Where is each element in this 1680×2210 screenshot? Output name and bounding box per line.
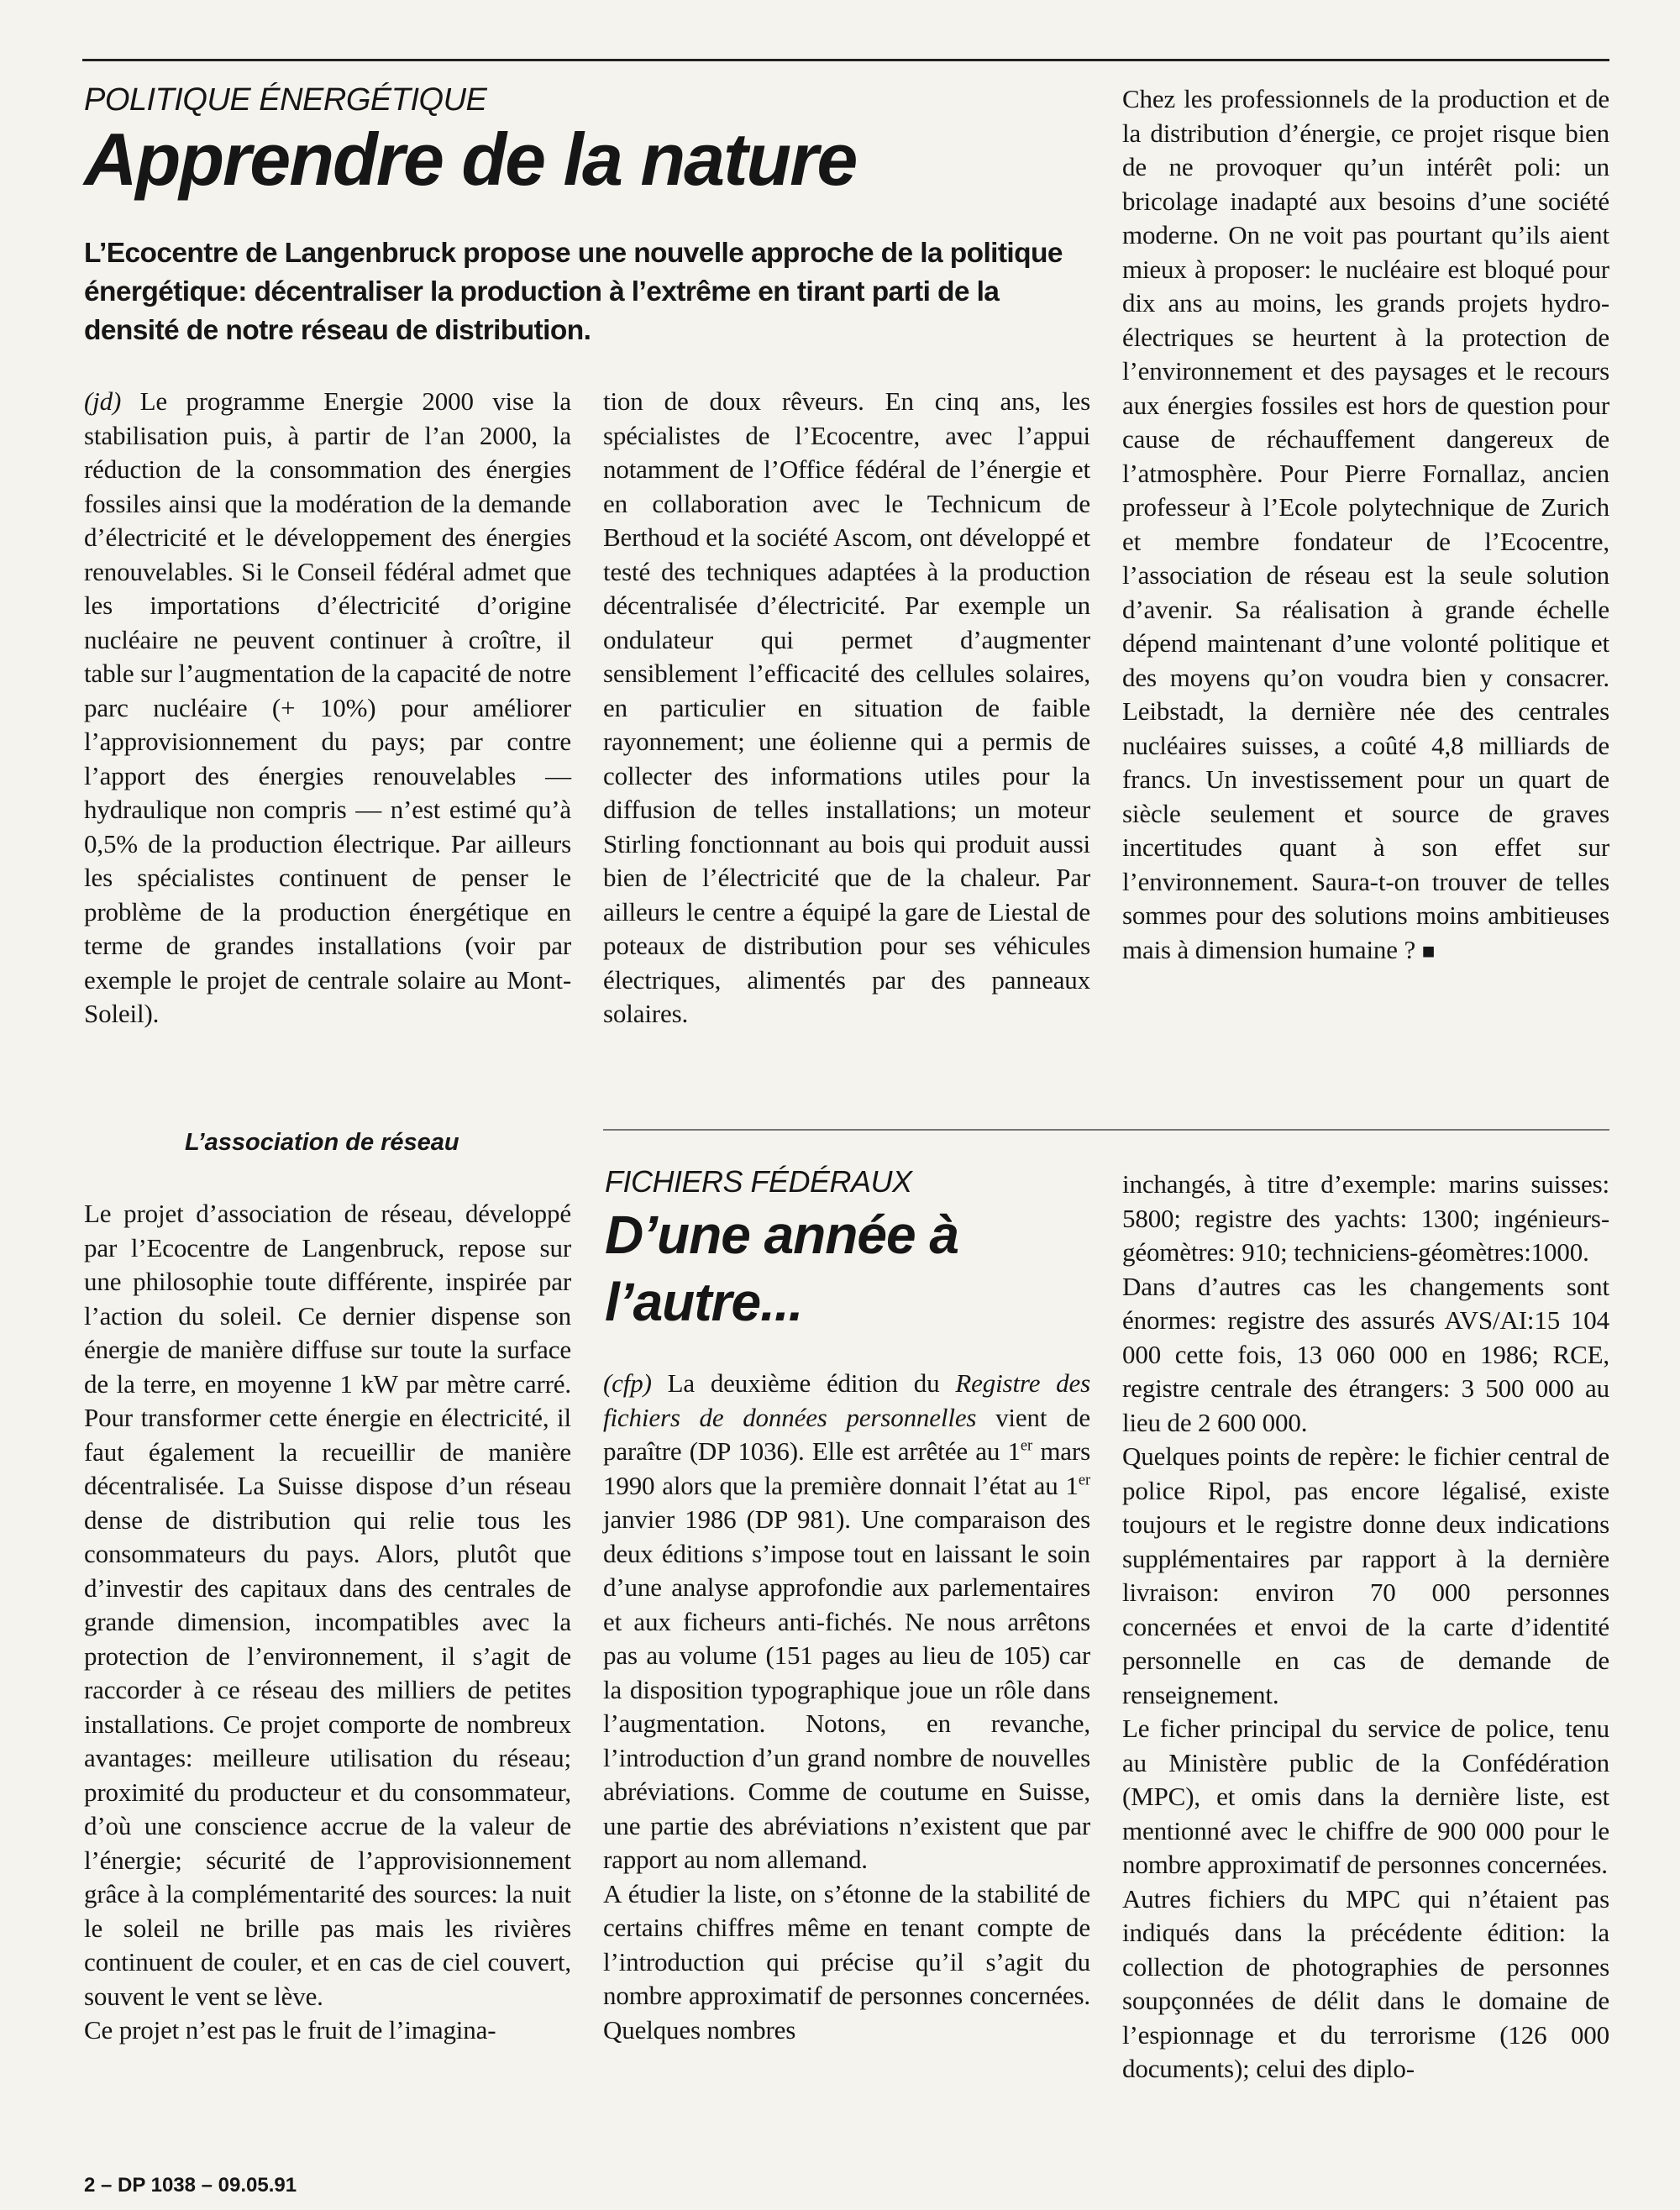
article1-col3-text: Chez les professionnels de la production et de la distribution d’énergie, ce projet risque bien de ne provoquer qu’un intérêt poli: un bricolage inadapté aux besoins d’une société moderne. On ne voit pas pourtant qu’ils aient mieux à proposer: le nucléaire est bloqué pour dix ans au moins, les grands projets hydro-électriques se heurtent à la protection de l’environnement et des paysages et le recours aux énergies fossiles est hors de question pour cause de réchauffement dangereux de l’atmosphère. Pour Pierre Fornallaz, ancien professeur à l’Ecole polytechnique de Zurich et membre fondateur de l’Ecocentre, l’association de réseau est la seule solution d’avenir. Sa réalisation à grande échelle dépend maintenant d’une volonté politique et des moyens qu’on voudra bien y consacrer. Leibstadt, la dernière née des centrales nucléaires suisses, a coûté 4,8 milliards de francs. Un investissement pour un quart de siècle seulement et source de graves incertitudes quant à son effet sur l’environnement. Saura-t-on trouver de telles sommes pour des solutions moins ambitieuses mais à dimension humaine ?	[1122, 84, 1609, 964]
article1-col2-text: tion de doux rêveurs. En cinq ans, les spécialistes de l’Ecocentre, avec l’appui notamment de l’Office fédéral de l’énergie et en collaboration avec le Technicum de Berthoud et la société Ascom, ont développé et testé des techniques adaptées à la production décentralisée d’électricité. Par exemple un ondulateur qui permet d’augmenter sensiblement l’efficacité des cellules solaires, en particulier en situation de faible rayonnement; une éolienne qui a permis de collecter des informations utiles pour la diffusion de telles installations; un moteur Stirling fonctionnant au bois qui produit aussi bien de l’électricité que de la chaleur. Par ailleurs le centre a équipé la gare de Liestal de poteaux de distribution pour ses véhicules électriques, alimentés par des panneaux solaires.	[603, 386, 1090, 1028]
article2-col3-paragraph-5: Autres fichiers du MPC qui n’étaient pas indiqués dans la précédente édition: la collection de photographies de personnes soupçonnées de délit dans le domaine de l’espionnage et du terrorisme (126 000 documents); celui des diplo-	[1122, 1883, 1609, 2083]
article1-col1-text: Le programme Energie 2000 vise la stabilisation puis, à partir de l’an 2000, la réduction de la consommation des énergies fossiles ainsi que la modération de la demande d’électricité et le développement des énergies renouvelables. Si le Conseil fédéral admet que les importations d’électricité d’origine nucléaire ne peuvent continuer à croître, il table sur l’augmentation de la capacité de notre parc nucléaire (+ 10%) pour améliorer l’approvisionnement du pays; par contre l’apport des énergies renouvelables — hydraulique non compris — n’est estimé qu’à 0,5% de la production électrique. Par ailleurs les spécialistes continuent de penser le problème de la production énergétique en terme de grandes installations (voir par exemple le projet de centrale solaire au Mont-Soleil).	[84, 386, 571, 1028]
article2-p1-part-a: La deuxième édition du	[667, 1368, 940, 1398]
article1-section2-continued: Ce projet n’est pas le fruit de l’imagina-	[84, 2015, 496, 2045]
article2-column-3	[1122, 1168, 1609, 2087]
article2-author-initials: (cfp)	[603, 1368, 652, 1398]
top-rule	[82, 59, 1609, 61]
article1-intro-paragraph	[84, 385, 571, 1032]
article2-col3-paragraph-2: Dans d’autres cas les changements sont énormes: registre des assurés AVS/AI:15 104 000 cette fois, 13 060 000 en 1986; RCE, registre centrale des étrangers: 3 500 000 au lieu de 2 600 000.	[1122, 1271, 1609, 1437]
article2-paragraph-2: A étudier la liste, on s’étonne de la stabilité de certains chiffres même en tenant compte de l’introduction qui précise qu’il s’agit du nombre approximatif de personnes concernées. Quelques nombres	[603, 1878, 1090, 2045]
article1-column-2	[603, 385, 1090, 1032]
article2-kicker: FICHIERS FÉDÉRAUX	[605, 1164, 912, 1199]
article1-section2-paragraph: Le projet d’association de réseau, développé par l’Ecocentre de Langenbruck, repose sur une philosophie toute différente, inspirée par l’action du soleil. Ce dernier dispense son énergie de manière diffuse sur toute la surface de la terre, en moyenne 1 kW par mètre carré. Pour transformer cette énergie en électricité, il faut également la recueillir de manière décentralisée. La Suisse dispose d’un réseau dense de distribution qui relie tous les consommateurs du pays. Alors, plutôt que d’investir des capitaux dans des centrales de grande dimension, incompatibles avec la protection de l’environnement, il s’agit de raccorder à ce réseau des milliers de petites installations. Ce projet comporte de nombreux avantages: meilleure utilisation du réseau; proximité du producteur et du consommateur, d’où une conscience accrue de la valeur de l’énergie; sécurité de l’approvisionnement grâce à la complémentarité des sources: la nuit le soleil ne brille pas mais les rivières continuent de couler, et en cas de ciel couvert, souvent le vent se lève.	[84, 1199, 571, 2011]
article2-title-line-1: D’une année à	[605, 1205, 958, 1265]
article2-p1-part-d: janvier 1986 (DP 981). Une comparaison des deux éditions s’impose tout en laissant le soin d’une analyse approfondie aux parlementaires et aux ficheurs anti-fichés. Ne nous arrêtons pas au volume (151 pages au lieu de 105) car la disposition typographique joue un rôle dans l’augmentation. Notons, en revanche, l’introduction d’un grand nombre de nouvelles abréviations. Comme de coutume en Suisse, une partie des abréviations n’existent que par rapport au nom allemand.	[603, 1504, 1090, 1874]
article1-lead: L’Ecocentre de Langenbruck propose une nouvelle approche de la politique énergétique: décentraliser la production à l’extrême en tirant parti de la densité de notre réseau de distribution.	[84, 238, 1063, 346]
article2-col3-paragraph-1: inchangés, à titre d’exemple: marins suisses: 5800; registre des yachts: 1300; ingénieurs-géomètres: 910; techniciens-géomètres:1000.	[1122, 1169, 1609, 1267]
article2-intro-paragraph	[603, 1367, 1090, 1877]
article1-section2-column	[84, 1197, 571, 2048]
page-footer: 2 – DP 1038 – 09.05.91	[84, 2174, 297, 2197]
article1-column-3	[1122, 82, 1609, 969]
article2-date2-sup: er	[1078, 1471, 1090, 1489]
article1-subhead: L’association de réseau	[185, 1129, 459, 1156]
section-divider-rule	[603, 1129, 1609, 1131]
article2-title	[605, 1201, 958, 1336]
article2-registry-title: Registre des fichiers de données personnelles	[603, 1368, 1090, 1432]
article2-col3-paragraph-3: Quelques points de repère: le fichier central de police Ripol, pas encore légalisé, existe toujours et le registre donne deux indications supplémentaires par rapport à la dernière livraison: environ 70 000 personnes concernées et envoi de la carte d’identité personnelle en cas de demande de renseignement.	[1122, 1441, 1609, 1709]
article1-col3-paragraph	[1122, 82, 1609, 969]
article2-p1-part-b: vient de paraître (DP 1036). Elle est arrêtée au	[603, 1402, 1090, 1466]
article2-title-line-2: l’autre...	[605, 1272, 803, 1332]
article2-column-2	[603, 1367, 1090, 2047]
article2-col3-paragraph-4: Le ficher principal du service de police, tenu au Ministère public de la Confédération (MPC), et omis dans la dernière liste, est mentionné avec le chiffre de 900 000 pour le nombre approximatif de personnes concernées.	[1122, 1714, 1609, 1879]
article1-column-1	[84, 385, 571, 1032]
article1-author-initials: (jd)	[84, 386, 122, 416]
article2-p1-part-c: mars 1990 alors que la première donnait l’état au	[603, 1436, 1090, 1500]
article1-kicker: POLITIQUE ÉNERGÉTIQUE	[84, 82, 487, 118]
end-of-article-mark: ■	[1421, 938, 1436, 963]
article1-title: Apprendre de la nature	[84, 118, 857, 201]
article2-date2-day: 1	[1065, 1470, 1079, 1500]
article2-date1-sup: er	[1020, 1436, 1033, 1455]
article2-date1-day: 1	[1007, 1436, 1021, 1466]
